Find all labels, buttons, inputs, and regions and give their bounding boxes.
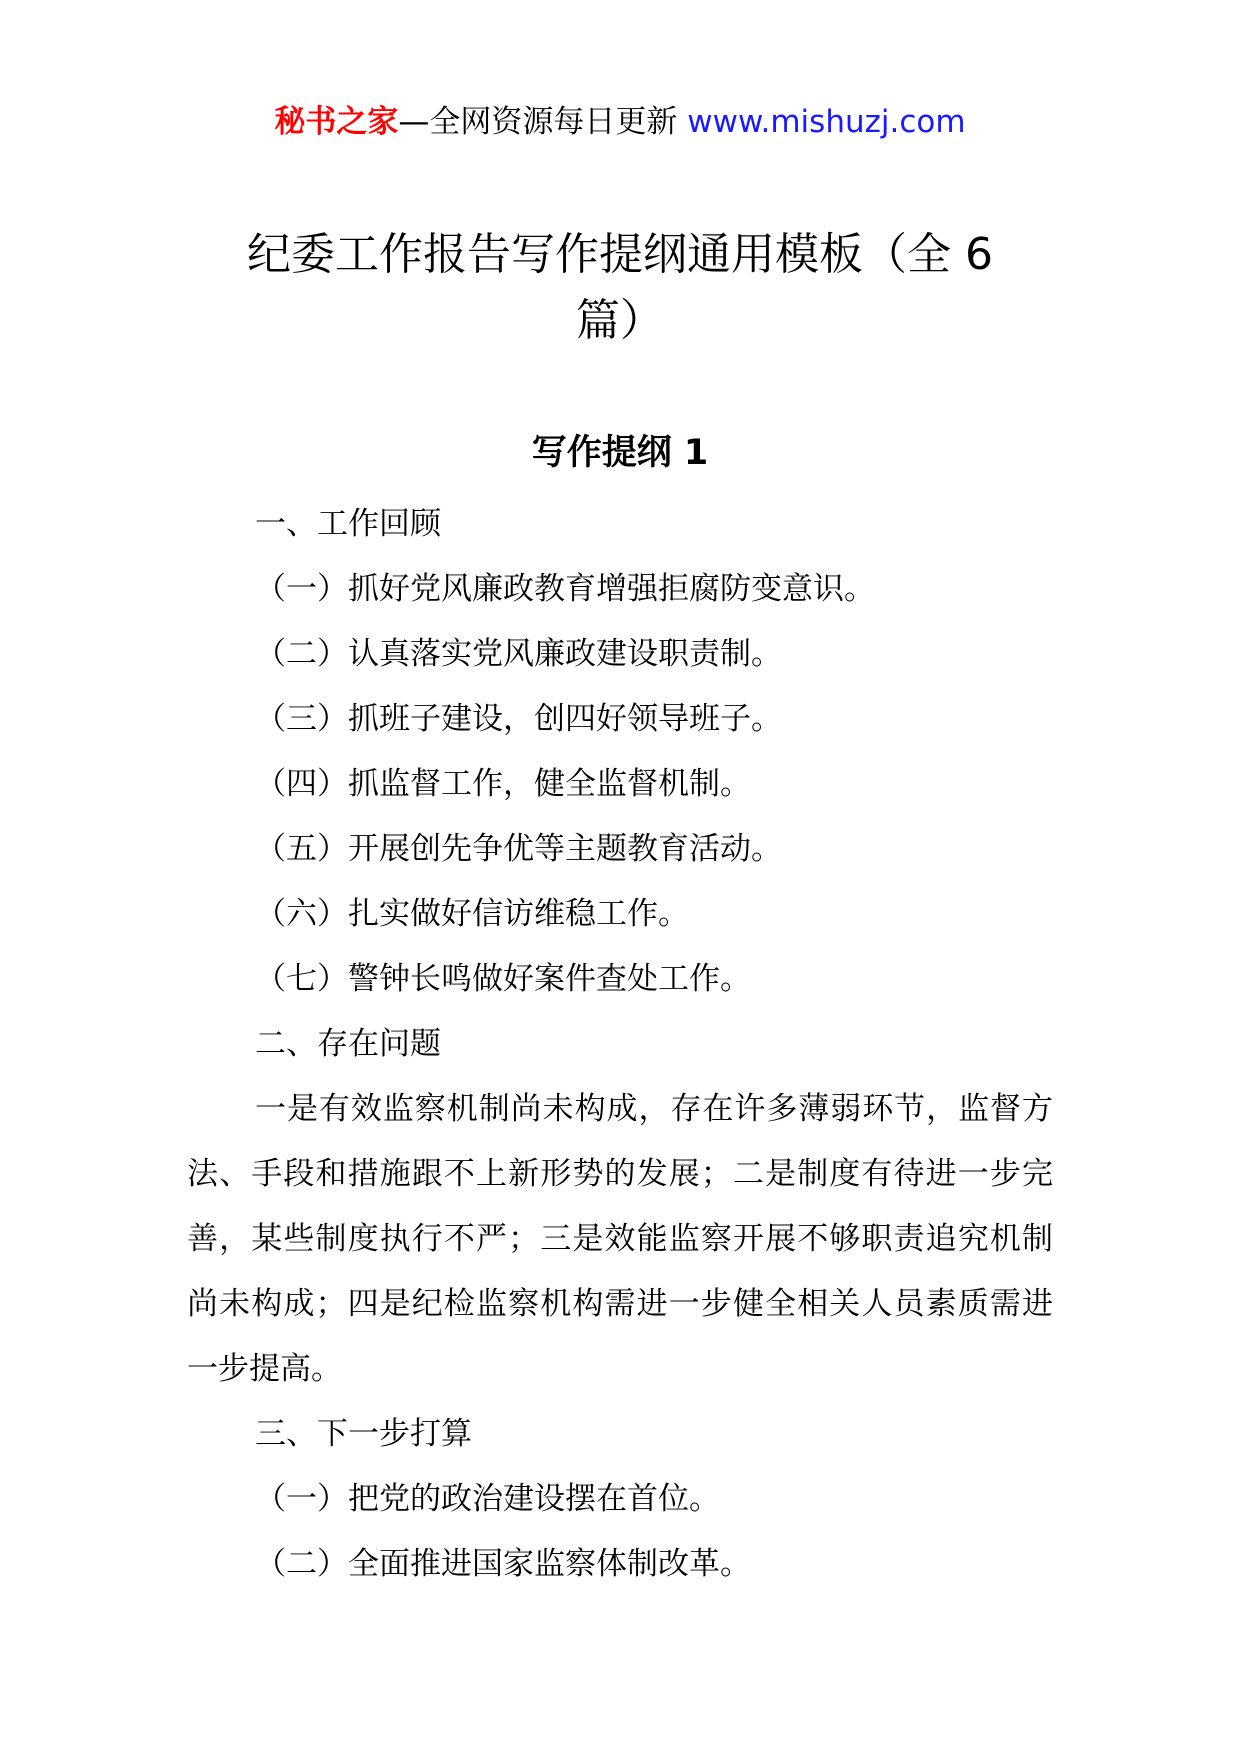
part2-heading: 二、存在问题	[255, 1026, 441, 1062]
site-header	[0, 100, 1240, 144]
header-tagline: —全网资源每日更新	[398, 104, 678, 140]
part1-item: （四）抓监督工作，健全监督机制。	[255, 766, 751, 802]
part1-item: （七）警钟长鸣做好案件查处工作。	[255, 961, 751, 997]
site-url-link[interactable]: www.mishuzj.com	[687, 104, 966, 140]
section-title: 写作提纲 1	[531, 433, 709, 473]
part1-item: （二）认真落实党风廉政建设职责制。	[255, 636, 782, 672]
document-title	[190, 222, 1050, 354]
document-body	[187, 492, 1053, 1597]
part2-paragraph: 一是有效监察机制尚未构成，存在许多薄弱环节，监督方法、手段和措施跟不上新形势的发展；二是制度有待进一步完善，某些制度执行不严；三是效能监察开展不够职责追究机制尚未构成；四是纪检监察机构需进一步健全相关人员素质需进一步提高。	[187, 1091, 1053, 1387]
part1-item: （六）扎实做好信访维稳工作。	[255, 896, 689, 932]
part3-item: （一）把党的政治建设摆在首位。	[255, 1481, 720, 1517]
document-title-line-1: 纪委工作报告写作提纲通用模板（全 6	[247, 229, 993, 280]
brand-name: 秘书之家	[274, 104, 399, 140]
document-title-line-2: 篇）	[576, 295, 664, 346]
part1-item: （三）抓班子建设，创四好领导班子。	[255, 701, 782, 737]
part3-heading: 三、下一步打算	[255, 1416, 472, 1452]
part1-item: （五）开展创先争优等主题教育活动。	[255, 831, 782, 867]
part1-heading: 一、工作回顾	[255, 506, 441, 542]
part1-item: （一）抓好党风廉政教育增强拒腐防变意识。	[255, 571, 875, 607]
part3-item: （二）全面推进国家监察体制改革。	[255, 1546, 751, 1582]
